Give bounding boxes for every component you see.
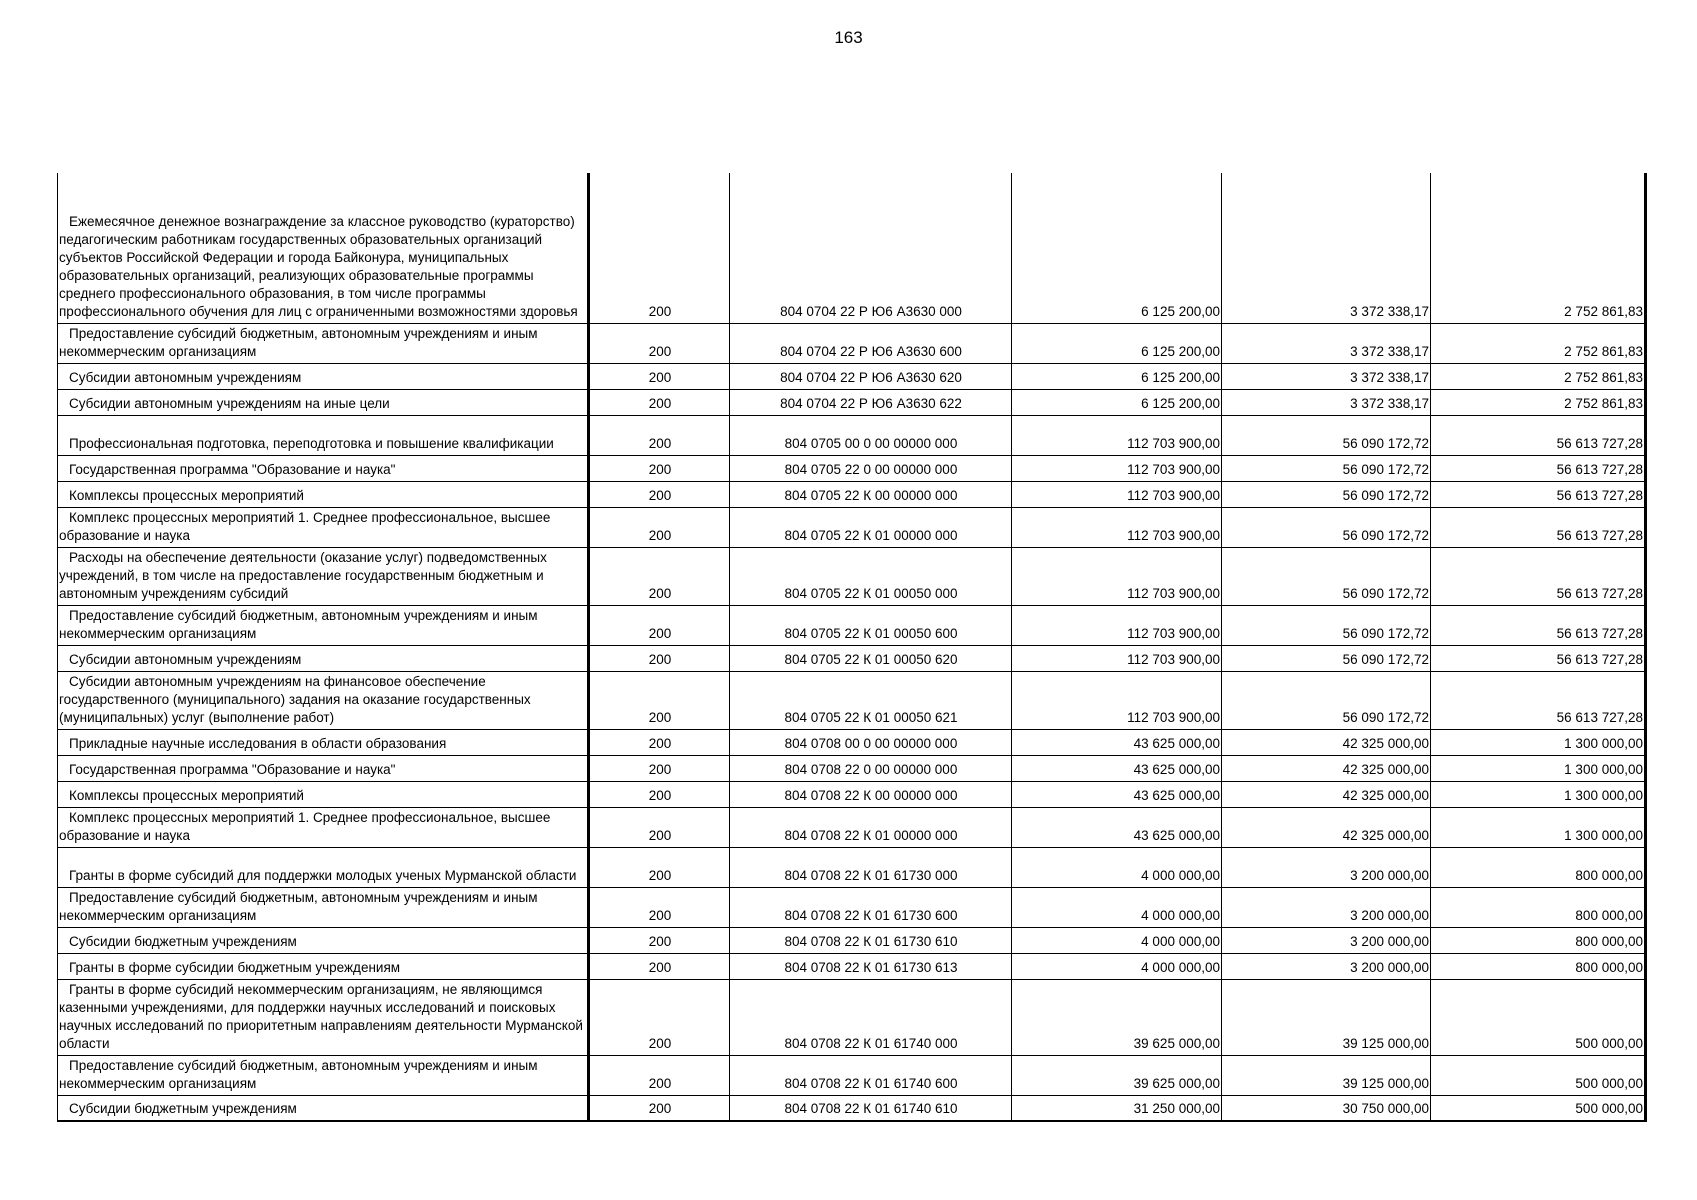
table-row (58, 847, 1646, 887)
row-unexecuted-amount: 800 000,00 (1431, 927, 1646, 953)
row-line-code: 200 (589, 507, 730, 547)
row-approved-amount: 43 625 000,00 (1012, 755, 1222, 781)
row-unexecuted-amount: 56 613 727,28 (1431, 671, 1646, 729)
row-executed-amount: 39 125 000,00 (1222, 979, 1431, 1055)
row-executed-amount: 3 200 000,00 (1222, 847, 1431, 887)
row-unexecuted-amount: 500 000,00 (1431, 979, 1646, 1055)
row-approved-amount: 6 125 200,00 (1012, 173, 1222, 323)
row-executed-amount: 3 200 000,00 (1222, 953, 1431, 979)
table-row (58, 887, 1646, 927)
row-approved-amount: 6 125 200,00 (1012, 389, 1222, 415)
row-classification-code: 804 0705 22 К 01 00050 600 (730, 605, 1012, 645)
table-row (58, 1095, 1646, 1121)
table-row (58, 173, 1646, 323)
row-unexecuted-amount: 2 752 861,83 (1431, 173, 1646, 323)
row-executed-amount: 3 372 338,17 (1222, 173, 1431, 323)
row-classification-code: 804 0704 22 Р Ю6 А3630 600 (730, 323, 1012, 363)
row-unexecuted-amount: 56 613 727,28 (1431, 645, 1646, 671)
table-row (58, 807, 1646, 847)
row-name: Предоставление субсидий бюджетным, автономным учреждениям и иным некоммерческим организациям (58, 887, 589, 927)
row-classification-code: 804 0705 22 К 01 00050 620 (730, 645, 1012, 671)
row-executed-amount: 3 200 000,00 (1222, 887, 1431, 927)
row-line-code: 200 (589, 979, 730, 1055)
row-classification-code: 804 0708 22 К 00 00000 000 (730, 781, 1012, 807)
row-line-code: 200 (589, 415, 730, 455)
row-name: Гранты в форме субсидии бюджетным учреждениям (58, 953, 589, 979)
row-approved-amount: 43 625 000,00 (1012, 729, 1222, 755)
row-classification-code: 804 0705 22 К 01 00050 000 (730, 547, 1012, 605)
table-row (58, 979, 1646, 1055)
table-row (58, 645, 1646, 671)
row-line-code: 200 (589, 847, 730, 887)
row-unexecuted-amount: 1 300 000,00 (1431, 781, 1646, 807)
row-executed-amount: 56 090 172,72 (1222, 605, 1431, 645)
row-line-code: 200 (589, 645, 730, 671)
row-approved-amount: 112 703 900,00 (1012, 605, 1222, 645)
row-approved-amount: 4 000 000,00 (1012, 927, 1222, 953)
row-executed-amount: 42 325 000,00 (1222, 729, 1431, 755)
table-row (58, 1055, 1646, 1095)
row-executed-amount: 56 090 172,72 (1222, 547, 1431, 605)
row-line-code: 200 (589, 781, 730, 807)
row-line-code: 200 (589, 481, 730, 507)
row-classification-code: 804 0705 00 0 00 00000 000 (730, 415, 1012, 455)
row-approved-amount: 39 625 000,00 (1012, 979, 1222, 1055)
row-executed-amount: 56 090 172,72 (1222, 645, 1431, 671)
row-name: Предоставление субсидий бюджетным, автономным учреждениям и иным некоммерческим организациям (58, 323, 589, 363)
row-unexecuted-amount: 500 000,00 (1431, 1095, 1646, 1121)
row-unexecuted-amount: 500 000,00 (1431, 1055, 1646, 1095)
table-row (58, 605, 1646, 645)
table-body (58, 173, 1646, 1121)
row-classification-code: 804 0708 22 К 01 61730 000 (730, 847, 1012, 887)
row-unexecuted-amount: 56 613 727,28 (1431, 415, 1646, 455)
row-unexecuted-amount: 800 000,00 (1431, 887, 1646, 927)
row-unexecuted-amount: 56 613 727,28 (1431, 507, 1646, 547)
row-executed-amount: 3 372 338,17 (1222, 323, 1431, 363)
row-unexecuted-amount: 56 613 727,28 (1431, 455, 1646, 481)
row-executed-amount: 42 325 000,00 (1222, 807, 1431, 847)
row-line-code: 200 (589, 1055, 730, 1095)
row-line-code: 200 (589, 729, 730, 755)
row-unexecuted-amount: 800 000,00 (1431, 847, 1646, 887)
row-approved-amount: 112 703 900,00 (1012, 415, 1222, 455)
row-approved-amount: 112 703 900,00 (1012, 671, 1222, 729)
row-name: Комплексы процессных мероприятий (58, 481, 589, 507)
row-line-code: 200 (589, 389, 730, 415)
row-approved-amount: 112 703 900,00 (1012, 481, 1222, 507)
row-line-code: 200 (589, 953, 730, 979)
row-unexecuted-amount: 2 752 861,83 (1431, 389, 1646, 415)
row-approved-amount: 112 703 900,00 (1012, 547, 1222, 605)
row-classification-code: 804 0708 22 К 01 61740 600 (730, 1055, 1012, 1095)
row-name: Предоставление субсидий бюджетным, автономным учреждениям и иным некоммерческим организациям (58, 605, 589, 645)
table-row (58, 953, 1646, 979)
row-unexecuted-amount: 56 613 727,28 (1431, 605, 1646, 645)
row-approved-amount: 43 625 000,00 (1012, 781, 1222, 807)
row-executed-amount: 3 200 000,00 (1222, 927, 1431, 953)
table-row (58, 927, 1646, 953)
row-executed-amount: 56 090 172,72 (1222, 671, 1431, 729)
table-row (58, 415, 1646, 455)
row-classification-code: 804 0705 22 К 01 00050 621 (730, 671, 1012, 729)
row-name: Субсидии бюджетным учреждениям (58, 927, 589, 953)
row-line-code: 200 (589, 605, 730, 645)
row-line-code: 200 (589, 887, 730, 927)
row-unexecuted-amount: 800 000,00 (1431, 953, 1646, 979)
row-approved-amount: 4 000 000,00 (1012, 847, 1222, 887)
table-row (58, 363, 1646, 389)
row-name: Профессиональная подготовка, переподготовка и повышение квалификации (58, 415, 589, 455)
table-row (58, 481, 1646, 507)
row-classification-code: 804 0708 22 К 01 61730 613 (730, 953, 1012, 979)
row-name: Субсидии автономным учреждениям на иные цели (58, 389, 589, 415)
row-approved-amount: 6 125 200,00 (1012, 363, 1222, 389)
row-unexecuted-amount: 56 613 727,28 (1431, 547, 1646, 605)
row-name: Расходы на обеспечение деятельности (оказание услуг) подведомственных учреждений, в том числе на предоставление государственным бюджетным и автономным учреждениям субсидий (58, 547, 589, 605)
row-name: Субсидии бюджетным учреждениям (58, 1095, 589, 1121)
row-classification-code: 804 0708 22 К 01 61740 610 (730, 1095, 1012, 1121)
row-executed-amount: 39 125 000,00 (1222, 1055, 1431, 1095)
row-line-code: 200 (589, 927, 730, 953)
row-executed-amount: 56 090 172,72 (1222, 415, 1431, 455)
table-row (58, 455, 1646, 481)
row-line-code: 200 (589, 807, 730, 847)
row-name: Субсидии автономным учреждениям (58, 363, 589, 389)
row-executed-amount: 42 325 000,00 (1222, 755, 1431, 781)
row-name: Гранты в форме субсидий некоммерческим организациям, не являющимся казенными учреждениями, для поддержки научных исследований и поисковых научных исследований по приоритетным направлениям деятельности Мурманской области (58, 979, 589, 1055)
row-executed-amount: 56 090 172,72 (1222, 507, 1431, 547)
row-unexecuted-amount: 2 752 861,83 (1431, 363, 1646, 389)
row-line-code: 200 (589, 671, 730, 729)
row-line-code: 200 (589, 323, 730, 363)
row-approved-amount: 43 625 000,00 (1012, 807, 1222, 847)
table-row (58, 389, 1646, 415)
row-classification-code: 804 0708 22 0 00 00000 000 (730, 755, 1012, 781)
row-unexecuted-amount: 1 300 000,00 (1431, 807, 1646, 847)
row-name: Субсидии автономным учреждениям на финансовое обеспечение государственного (муниципального) задания на оказание государственных (муниципальных) услуг (выполнение работ) (58, 671, 589, 729)
row-classification-code: 804 0708 22 К 01 61730 610 (730, 927, 1012, 953)
row-line-code: 200 (589, 363, 730, 389)
table-row (58, 547, 1646, 605)
row-line-code: 200 (589, 455, 730, 481)
row-name: Комплекс процессных мероприятий 1. Среднее профессиональное, высшее образование и наука (58, 507, 589, 547)
table-row (58, 671, 1646, 729)
row-approved-amount: 112 703 900,00 (1012, 455, 1222, 481)
row-executed-amount: 56 090 172,72 (1222, 481, 1431, 507)
row-approved-amount: 112 703 900,00 (1012, 507, 1222, 547)
row-name: Государственная программа "Образование и наука" (58, 455, 589, 481)
row-name: Ежемесячное денежное вознаграждение за классное руководство (кураторство) педагогическим работникам государственных образовательных организаций субъектов Российской Федерации и города Байконура, муниципальных образовательных организаций, реализующих образовательные программы среднего профессионального образования, в том числе программы профессионального обучения для лиц с ограниченными возможностями здоровья (58, 173, 589, 323)
row-classification-code: 804 0704 22 Р Ю6 А3630 620 (730, 363, 1012, 389)
table-row (58, 507, 1646, 547)
page-number: 163 (834, 28, 863, 47)
row-line-code: 200 (589, 173, 730, 323)
row-unexecuted-amount: 2 752 861,83 (1431, 323, 1646, 363)
row-name: Субсидии автономным учреждениям (58, 645, 589, 671)
row-approved-amount: 39 625 000,00 (1012, 1055, 1222, 1095)
row-classification-code: 804 0708 22 К 01 00000 000 (730, 807, 1012, 847)
row-name: Прикладные научные исследования в области образования (58, 729, 589, 755)
row-classification-code: 804 0708 22 К 01 61740 000 (730, 979, 1012, 1055)
table-row (58, 323, 1646, 363)
row-name: Комплексы процессных мероприятий (58, 781, 589, 807)
row-approved-amount: 112 703 900,00 (1012, 645, 1222, 671)
row-classification-code: 804 0708 00 0 00 00000 000 (730, 729, 1012, 755)
row-executed-amount: 42 325 000,00 (1222, 781, 1431, 807)
row-name: Предоставление субсидий бюджетным, автономным учреждениям и иным некоммерческим организациям (58, 1055, 589, 1095)
row-approved-amount: 4 000 000,00 (1012, 953, 1222, 979)
row-unexecuted-amount: 1 300 000,00 (1431, 729, 1646, 755)
row-name: Комплекс процессных мероприятий 1. Среднее профессиональное, высшее образование и наука (58, 807, 589, 847)
row-line-code: 200 (589, 1095, 730, 1121)
row-executed-amount: 56 090 172,72 (1222, 455, 1431, 481)
row-line-code: 200 (589, 755, 730, 781)
row-classification-code: 804 0704 22 Р Ю6 А3630 000 (730, 173, 1012, 323)
table-row (58, 729, 1646, 755)
row-executed-amount: 3 372 338,17 (1222, 363, 1431, 389)
row-unexecuted-amount: 1 300 000,00 (1431, 755, 1646, 781)
table-row (58, 781, 1646, 807)
row-unexecuted-amount: 56 613 727,28 (1431, 481, 1646, 507)
row-name: Гранты в форме субсидий для поддержки молодых ученых Мурманской области (58, 847, 589, 887)
row-classification-code: 804 0704 22 Р Ю6 А3630 622 (730, 389, 1012, 415)
row-approved-amount: 31 250 000,00 (1012, 1095, 1222, 1121)
row-classification-code: 804 0708 22 К 01 61730 600 (730, 887, 1012, 927)
row-classification-code: 804 0705 22 К 01 00000 000 (730, 507, 1012, 547)
row-name: Государственная программа "Образование и наука" (58, 755, 589, 781)
row-classification-code: 804 0705 22 0 00 00000 000 (730, 455, 1012, 481)
budget-table (57, 173, 1647, 1122)
row-approved-amount: 4 000 000,00 (1012, 887, 1222, 927)
row-executed-amount: 30 750 000,00 (1222, 1095, 1431, 1121)
row-executed-amount: 3 372 338,17 (1222, 389, 1431, 415)
row-approved-amount: 6 125 200,00 (1012, 323, 1222, 363)
row-classification-code: 804 0705 22 К 00 00000 000 (730, 481, 1012, 507)
table-row (58, 755, 1646, 781)
row-line-code: 200 (589, 547, 730, 605)
